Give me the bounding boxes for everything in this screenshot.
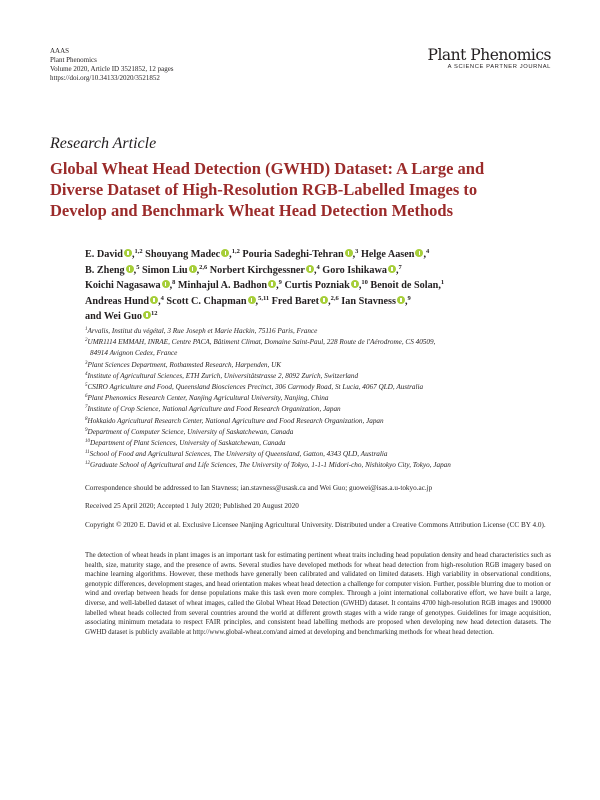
journal-name: Plant Phenomics: [50, 56, 97, 64]
affiliation-number: 12: [85, 461, 90, 467]
author-line: E. David ,$^{1,2}$ Shouyang Madec ,$^{1,2}$ Pouria Sadeghi-Tehran ,$^3$ Helge Aasen ,$^4$: [85, 248, 430, 260]
author-name[interactable]: Simon Liu: [141, 264, 188, 276]
author-name[interactable]: Curtis Pozniak: [284, 280, 350, 291]
author-affiliation-sup: 10: [361, 279, 368, 286]
author-line: B. Zheng ,$^5$ Simon Liu ,$^{2,6}$ Norbert Kirchgessner ,$^4$ Goro Ishikawa ,$^7$: [85, 263, 402, 276]
affiliation-number: 3: [85, 360, 88, 366]
author-name[interactable]: Shouyang Madec: [145, 249, 221, 260]
author-name[interactable]: Wei Guo: [103, 311, 143, 322]
affiliation-item: [85, 427, 545, 438]
affiliation-text: School of Food and Agricultural Sciences, The University of Queensland, Gatton, 4343 QLD, Australia: [89, 450, 388, 459]
journal-logo-name: Plant Phenomics: [427, 46, 551, 64]
affiliation-number: 4: [85, 371, 88, 377]
affiliation-item: [85, 416, 545, 427]
orcid-icon[interactable]: [124, 249, 132, 257]
affiliation-text: Graduate School of Agricultural and Life Sciences, The University of Tokyo, 1-1-1 Midori-cho, Nishitokyo City, Tokyo, Japan: [90, 461, 451, 470]
author-list: [85, 247, 525, 325]
affiliation-text: Institute of Agricultural Sciences, ETH Zurich, Universitätstrasse 2, 8092 Zurich, Switzerland: [87, 371, 359, 380]
correspondence: Correspondence should be addressed to Ian Stavness; ian.stavness@usask.ca and Wei Guo; guowei@isas.a.u-tokyo.ac.jp: [85, 484, 433, 492]
publisher: AAAS: [50, 47, 70, 55]
author-affiliation-sup: 4: [160, 294, 164, 302]
author-line: Andreas Hund ,$^4$ Scott C. Chapman ,$^{5,11}$ Fred Baret ,$^{2,6}$ Ian Stavness ,$^9$: [85, 294, 411, 307]
author-name[interactable]: Ian Stavness: [341, 295, 396, 307]
copyright-notice: Copyright © 2020 E. David et al. Exclusive Licensee Nanjing Agricultural University. Distributed under a Creative Commons Attribution License (CC BY 4.0).: [85, 521, 546, 529]
author-name[interactable]: Koichi Nagasawa: [85, 280, 161, 291]
journal-meta: [50, 47, 174, 83]
affiliation-item: [85, 360, 545, 371]
affiliation-text: Department of Plant Sciences, University of Saskatchewan, Canada: [90, 439, 286, 448]
affiliation-text: Arvalis, Institut du végétal, 3 Rue Joseph et Marie Hackin, 75116 Paris, France: [87, 327, 318, 335]
author-affiliation-sup: 8: [172, 279, 176, 286]
orcid-icon[interactable]: [397, 296, 405, 304]
affiliation-continuation: 84914 Avignon Cedex, France: [90, 349, 178, 358]
orcid-icon[interactable]: [126, 265, 134, 273]
orcid-icon[interactable]: [351, 280, 359, 288]
author-name[interactable]: Norbert Kirchgessner: [209, 264, 305, 276]
affiliation-number: 10: [85, 439, 90, 445]
author-affiliation-sup: 1,2: [134, 248, 143, 255]
affiliation-item: [85, 404, 545, 415]
orcid-icon[interactable]: [189, 265, 197, 273]
affiliation-item: [85, 382, 545, 393]
orcid-icon[interactable]: [306, 265, 314, 273]
affiliation-number: 7: [85, 405, 88, 411]
orcid-icon[interactable]: [221, 249, 229, 257]
author-name[interactable]: Pouria Sadeghi-Tehran: [242, 249, 344, 260]
author-affiliation-sup: 1: [440, 279, 445, 286]
author-name[interactable]: Fred Baret: [271, 295, 320, 307]
affiliation-text: Plant Phenomics Research Center, Nanjing Agricultural University, Nanjing, China: [87, 394, 329, 403]
affiliation-number: 9: [85, 427, 88, 433]
affiliation-number: 11: [85, 450, 90, 456]
affiliation-number: 5: [85, 383, 88, 389]
author-affiliation-sup: 12: [151, 310, 158, 317]
author-name[interactable]: Goro Ishikawa: [322, 264, 387, 276]
author-affiliation-sup: 2,6: [199, 263, 208, 271]
author-line: Koichi Nagasawa ,$^8$ Minhajul A. Badhon ,$^9$ Curtis Pozniak ,$^{10}$ Benoit de Solan,$^1$: [85, 279, 445, 291]
author-line: [85, 309, 525, 325]
author-affiliation-sup: 4: [426, 248, 430, 255]
affiliation-text: CSIRO Agriculture and Food, Queensland Biosciences Precinct, 306 Carmody Road, St Lucia, 4067 QLD, Australia: [87, 383, 424, 392]
affiliation-item: [85, 449, 545, 460]
abstract: The detection of wheat heads in plant images is an important task for estimating pertinent wheat traits including head population density and head characteristics such as health, size, maturity stage, and the presence of awns. Several studies have developed methods for wheat head detection from high-resolution RGB imagery based on machine learning algorithms. However, these methods have generally been calibrated and validated on limited datasets. High variability in observational conditions, genotypic differences, development stages, and head orientation makes wheat head detection a challenge for computer vision. Further, possible blurring due to motion or wind and overlap between heads for dense populations make this task even more complex. Through a joint international collaborative effort, we have built a large, diverse, and well-labelled dataset of wheat images, called the Global Wheat Head Detection (GWHD) dataset. It contains 4700 high-resolution RGB images and 190000 labelled wheat heads collected from several countries around the world at different growth stages with a wide range of genotypes. Guidelines for image acquisition, associating minimum metadata to respect FAIR principles, and consistent head labelling methods are proposed when developing new head detection datasets. The GWHD dataset is publicly available at http://www.global-wheat.com/and aimed at developing and benchmarking methods for wheat head detection.: [85, 552, 551, 636]
orcid-icon[interactable]: [143, 311, 151, 319]
orcid-icon[interactable]: [248, 296, 256, 304]
affiliation-item: [85, 337, 545, 348]
title-line: Develop and Benchmark Wheat Head Detection Methods: [50, 201, 454, 220]
author-name[interactable]: Scott C. Chapman: [166, 295, 247, 307]
author-connector: and: [85, 311, 102, 322]
article-type: Research Article: [50, 135, 157, 152]
orcid-icon[interactable]: [320, 296, 328, 304]
author-name[interactable]: Helge Aasen: [360, 249, 415, 260]
affiliation-item: [85, 460, 545, 471]
orcid-icon[interactable]: [415, 249, 423, 257]
article-title: [50, 158, 550, 221]
orcid-icon[interactable]: [268, 280, 276, 288]
doi-link[interactable]: https://doi.org/10.34133/2020/3521852: [50, 74, 160, 82]
affiliation-text: Hokkaido Agricultural Research Center, National Agriculture and Food Research Organization, Japan: [87, 416, 384, 425]
orcid-icon[interactable]: [345, 249, 353, 257]
author-affiliation-sup: 7: [398, 263, 402, 271]
publication-dates: Received 25 April 2020; Accepted 1 July 2020; Published 20 August 2020: [85, 502, 299, 510]
author-name[interactable]: Minhajul A. Badhon: [177, 280, 268, 291]
author-affiliation-sup: 5: [136, 263, 140, 271]
affiliation-item: [85, 326, 545, 337]
author-affiliation-sup: 9: [407, 294, 411, 302]
author-name[interactable]: Andreas Hund: [85, 295, 150, 307]
author-affiliation-sup: 1,2: [231, 248, 240, 255]
author-affiliation-sup: 5,11: [258, 294, 270, 302]
author-affiliation-sup: 4: [316, 263, 320, 271]
journal-logo: [428, 47, 551, 70]
affiliation-text: Institute of Crop Science, National Agriculture and Food Research Organization, Japan: [87, 405, 341, 414]
affiliation-text: UMR1114 EMMAH, INRAE, Centre PACA, Bâtiment Climat, Domaine Saint-Paul, 228 Route de l'Aérodrome, CS 40509,: [87, 338, 436, 347]
affiliation-number: 2: [85, 338, 88, 344]
author-name[interactable]: Benoit de Solan: [370, 280, 439, 291]
title-line: Global Wheat Head Detection (GWHD) Dataset: A Large and: [50, 159, 485, 178]
volume-line: Volume 2020, Article ID 3521852, 12 pages: [50, 65, 174, 73]
author-name[interactable]: E. David: [85, 249, 123, 260]
journal-logo-tagline: A SCIENCE PARTNER JOURNAL: [447, 64, 551, 70]
affiliation-number: 1: [85, 327, 88, 332]
title-line: Diverse Dataset of High-Resolution RGB-Labelled Images to: [50, 180, 478, 199]
orcid-icon[interactable]: [150, 296, 158, 304]
author-affiliation-sup: 3: [355, 248, 359, 255]
affiliation-item: [85, 371, 545, 382]
author-affiliation-sup: 9: [278, 279, 282, 286]
affiliation-item: [85, 438, 545, 449]
author-name[interactable]: B. Zheng: [85, 264, 125, 276]
affiliation-text: Plant Sciences Department, Rothamsted Research, Harpenden, UK: [87, 360, 282, 369]
affiliation-number: 8: [85, 416, 88, 422]
orcid-icon[interactable]: [388, 265, 396, 273]
affiliation-item: [85, 393, 545, 404]
affiliation-list: [85, 326, 545, 472]
affiliation-number: 6: [85, 394, 88, 400]
author-affiliation-sup: 2,6: [330, 294, 339, 302]
orcid-icon[interactable]: [162, 280, 170, 288]
affiliation-text: Department of Computer Science, University of Saskatchewan, Canada: [87, 427, 294, 436]
